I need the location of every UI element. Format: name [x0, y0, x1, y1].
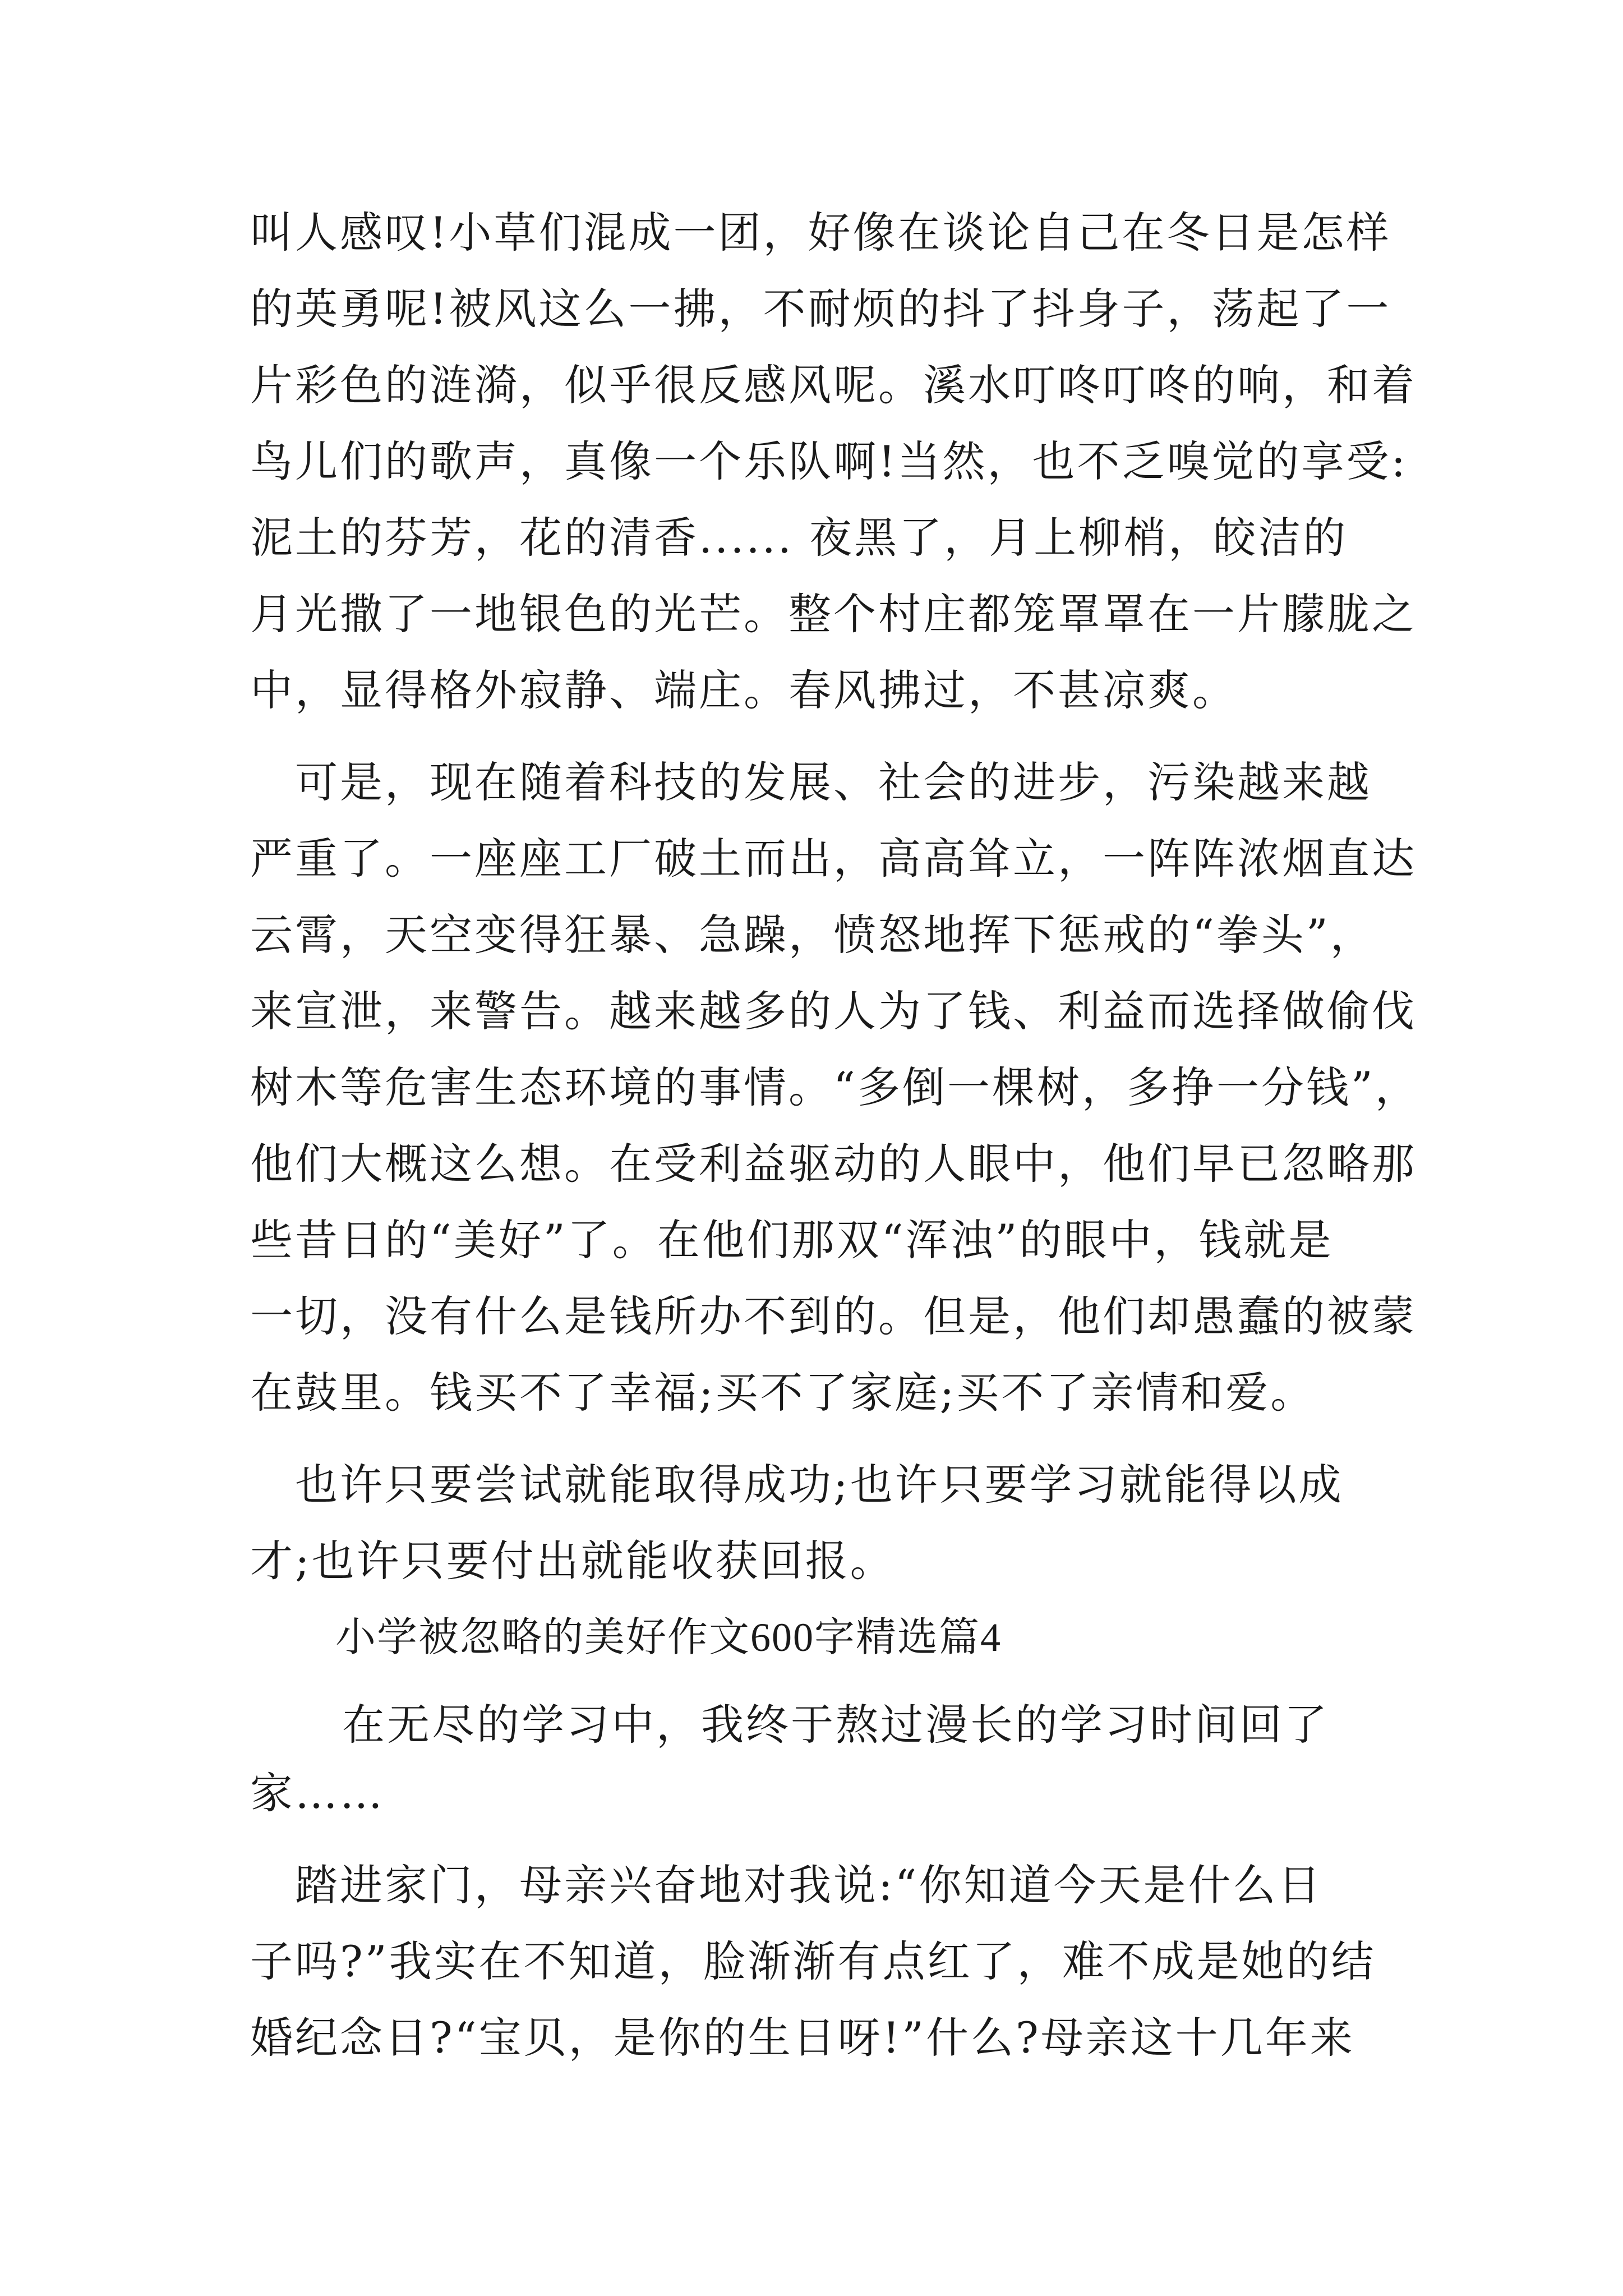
paragraph-start-line: 也许只要尝试就能取得成功;也许只要学习就能得以成: [250, 1460, 1344, 1510]
text-line: 才;也许只要付出就能收获回报。: [250, 1536, 895, 1586]
text-line: 叫人感叹!小草们混成一团，好像在谈论自己在冬日是怎样: [250, 208, 1391, 257]
paragraph-start-line: 踏进家门，母亲兴奋地对我说:“你知道今天是什么日: [250, 1860, 1323, 1910]
text-line: 中，显得格外寂静、端庄。春风拂过，不甚凉爽。: [250, 665, 1237, 715]
text-line: 严重了。一座座工厂破土而出，高高耸立，一阵阵浓烟直达: [250, 834, 1417, 884]
text-line: 月光撒了一地银色的光芒。整个村庄都笼罩罩在一片朦胧之: [250, 589, 1417, 639]
text-line: 一切，没有什么是钱所办不到的。但是，他们却愚蠢的被蒙: [250, 1291, 1417, 1341]
paragraph-start-line: 可是，现在随着科技的发展、社会的进步，污染越来越: [250, 757, 1372, 807]
text-line: 些昔日的“美好”了。在他们那双“浑浊”的眼中，钱就是: [250, 1215, 1334, 1265]
text-line: 的英勇呢!被风这么一拂，不耐烦的抖了抖身子，荡起了一: [250, 284, 1391, 334]
text-line: 泥土的芬芳，花的清香...... 夜黑了，月上柳梢，皎洁的: [250, 513, 1348, 563]
paragraph-start-line: 在无尽的学习中，我终于熬过漫长的学习时间回了: [342, 1700, 1329, 1750]
text-line: 家……: [250, 1768, 385, 1818]
text-line: 云霄，天空变得狂暴、急躁，愤怒地挥下惩戒的“拳头”，: [250, 910, 1375, 960]
text-line: 在鼓里。钱买不了幸福;买不了家庭;买不了亲情和爱。: [250, 1368, 1316, 1418]
text-line: 婚纪念日?“宝贝，是你的生日呀!”什么?母亲这十几年来: [250, 2013, 1355, 2063]
text-line: 鸟儿们的歌声，真像一个乐队啊!当然，也不乏嗅觉的享受:: [250, 436, 1408, 486]
text-line: 来宣泄，来警告。越来越多的人为了钱、利益而选择做偷伐: [250, 986, 1417, 1036]
text-line: 子吗?”我实在不知道，脸渐渐有点红了，难不成是她的结: [250, 1936, 1376, 1986]
text-line: 他们大概这么想。在受利益驱动的人眼中，他们早已忽略那: [250, 1139, 1417, 1189]
section-heading: 小学被忽略的美好作文600字精选篇4: [335, 1615, 1002, 1660]
text-line: 树木等危害生态环境的事情。“多倒一棵树，多挣一分钱”，: [250, 1062, 1420, 1112]
text-line: 片彩色的涟漪，似乎很反感风呢。溪水叮咚叮咚的响，和着: [250, 360, 1417, 410]
